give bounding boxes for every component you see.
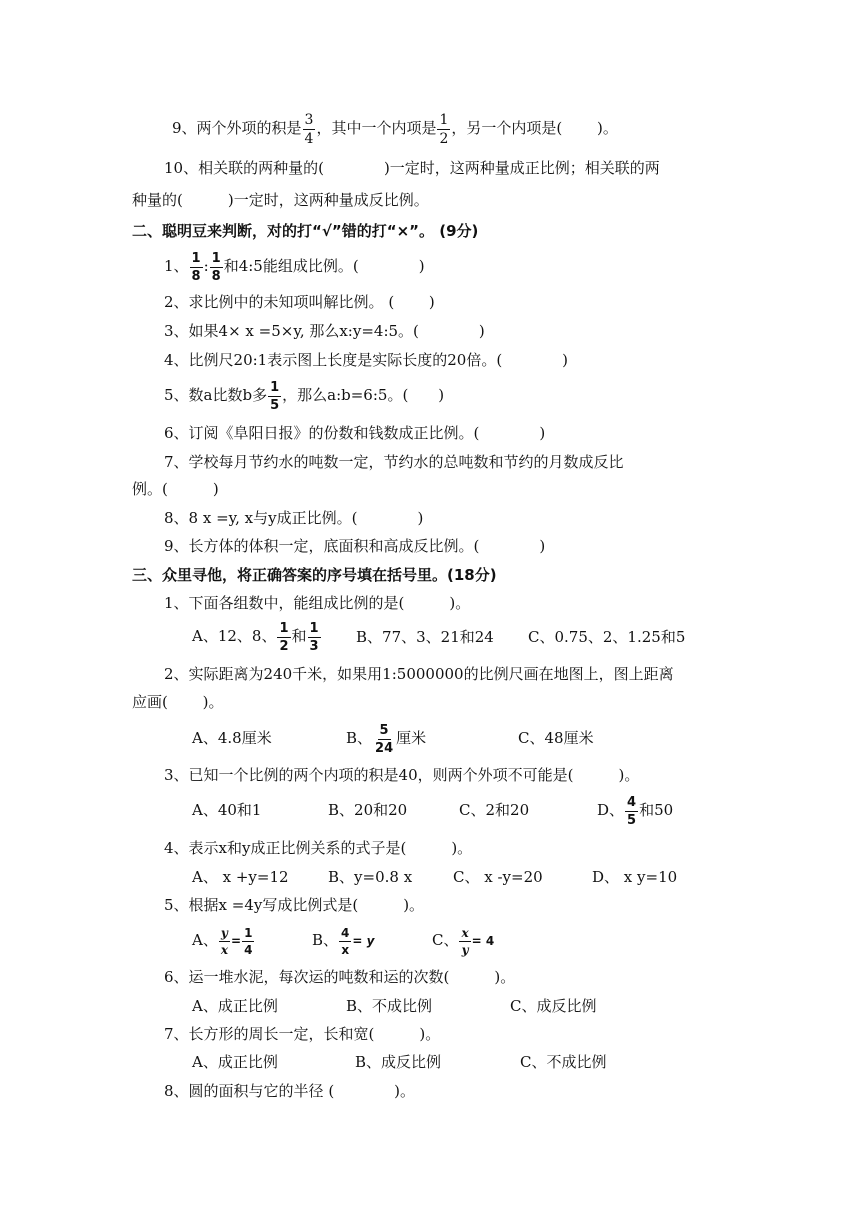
question-3-2-line2: 应画( )。 — [132, 693, 224, 711]
question-1-10-line1: 10、相关联的两种量的( )一定时，这两种量成正比例；相关联的两 — [164, 159, 660, 177]
question-3-6-option-a: A、成正比例 — [192, 997, 278, 1015]
question-2-5: 5、数a比数b多 $\frac{1}{5}$ ，那么a:b=6:5。( ) — [164, 379, 445, 413]
question-3-4-option-a: A、 x +y=12 — [192, 868, 289, 886]
question-3-8: 8、圆的面积与它的半径 ( )。 — [164, 1082, 416, 1100]
question-3-3: 3、已知一个比例的两个内项的积是40，则两个外项不可能是( )。 — [164, 766, 640, 784]
question-3-5: 5、根据x =4y写成比例式是( )。 — [164, 896, 425, 914]
question-1-9: 9、两个外项的积是 $\frac{3}{4}$ ，其中一个内项是 $\frac{1}{2}$ ，另一个内项是( )。 — [172, 111, 618, 147]
question-3-5-option-c: C、 $\frac{x}{y}$ = 4 — [432, 925, 495, 957]
question-2-9: 9、长方体的体积一定，底面积和高成反比例。( ) — [164, 537, 546, 555]
question-3-3-option-a: A、40和1 — [192, 801, 262, 819]
section-3-heading: 三、众里寻他，将正确答案的序号填在括号里。(18分) — [132, 566, 497, 584]
question-3-4-option-c: C、 x -y=20 — [453, 868, 543, 886]
question-2-2: 2、求比例中的未知项叫解比例。 ( ) — [164, 293, 435, 311]
fraction-1-2: $\frac{1}{2}$ — [439, 111, 449, 147]
question-3-2-option-b: B、 $\frac{5}{24}$ 厘米 — [346, 722, 427, 756]
question-3-3-option-d: D、 $\frac{4}{5}$ 和50 — [597, 794, 674, 828]
question-3-6-option-b: B、不成比例 — [346, 997, 433, 1015]
question-3-7-option-c: C、不成比例 — [520, 1053, 607, 1071]
section-2-heading: 二、聪明豆来判断，对的打“√”错的打“×”。 (9分) — [132, 222, 479, 240]
question-3-6: 6、运一堆水泥，每次运的吨数和运的次数( )。 — [164, 968, 516, 986]
question-2-7-line1: 7、学校每月节约水的吨数一定，节约水的总吨数和节约的月数成反比 — [164, 453, 624, 471]
question-3-4-option-b: B、y=0.8 x — [328, 868, 413, 886]
fraction-3-4: $\frac{3}{4}$ — [304, 111, 314, 147]
question-3-7: 7、长方形的周长一定，长和宽( )。 — [164, 1025, 441, 1043]
question-3-5-option-a: A、 $\frac{y}{x}$ = $\frac{1}{4}$ — [192, 925, 253, 957]
question-3-2-option-c: C、48厘米 — [518, 729, 594, 747]
question-3-1-options: A、12、8、 $\frac{1}{2}$ 和 $\frac{1}{3}$ — [192, 620, 319, 654]
question-2-3: 3、如果4× x =5×y, 那么x:y=4:5。( ) — [164, 322, 485, 340]
question-3-2-line1: 2、实际距离为240千米，如果用1:5000000的比例尺画在地图上，图上距离 — [164, 665, 674, 683]
question-3-6-option-c: C、成反比例 — [510, 997, 597, 1015]
question-3-1: 1、下面各组数中，能组成比例的是( )。 — [164, 594, 471, 612]
question-3-4-option-d: D、 x y=10 — [592, 868, 678, 886]
question-2-6: 6、订阅《阜阳日报》的份数和钱数成正比例。( ) — [164, 424, 546, 442]
question-2-4: 4、比例尺20:1表示图上长度是实际长度的20倍。( ) — [164, 351, 569, 369]
question-3-4: 4、表示x和y成正比例关系的式子是( )。 — [164, 839, 473, 857]
question-3-3-option-c: C、2和20 — [459, 801, 530, 819]
question-2-1: 1、 $\frac{1}{8}$ : $\frac{1}{8}$ 和4:5能组成比例。( ) — [164, 250, 425, 284]
question-3-7-option-b: B、成反比例 — [355, 1053, 442, 1071]
question-3-1-option-b: B、77、3、21和24 — [356, 628, 494, 646]
question-2-7-line2: 例。( ) — [132, 480, 219, 498]
question-1-10-line2: 种量的( )一定时，这两种量成反比例。 — [132, 191, 429, 209]
question-2-8: 8、8 x =y, x与y成正比例。( ) — [164, 509, 424, 527]
question-3-5-option-b: B、 $\frac{4}{x}$ = y — [312, 925, 375, 957]
question-3-7-option-a: A、成正比例 — [192, 1053, 278, 1071]
question-3-3-option-b: B、20和20 — [328, 801, 408, 819]
question-3-2-option-a: A、4.8厘米 — [192, 729, 272, 747]
question-3-1-option-c: C、0.75、2、1.25和5 — [528, 628, 686, 646]
